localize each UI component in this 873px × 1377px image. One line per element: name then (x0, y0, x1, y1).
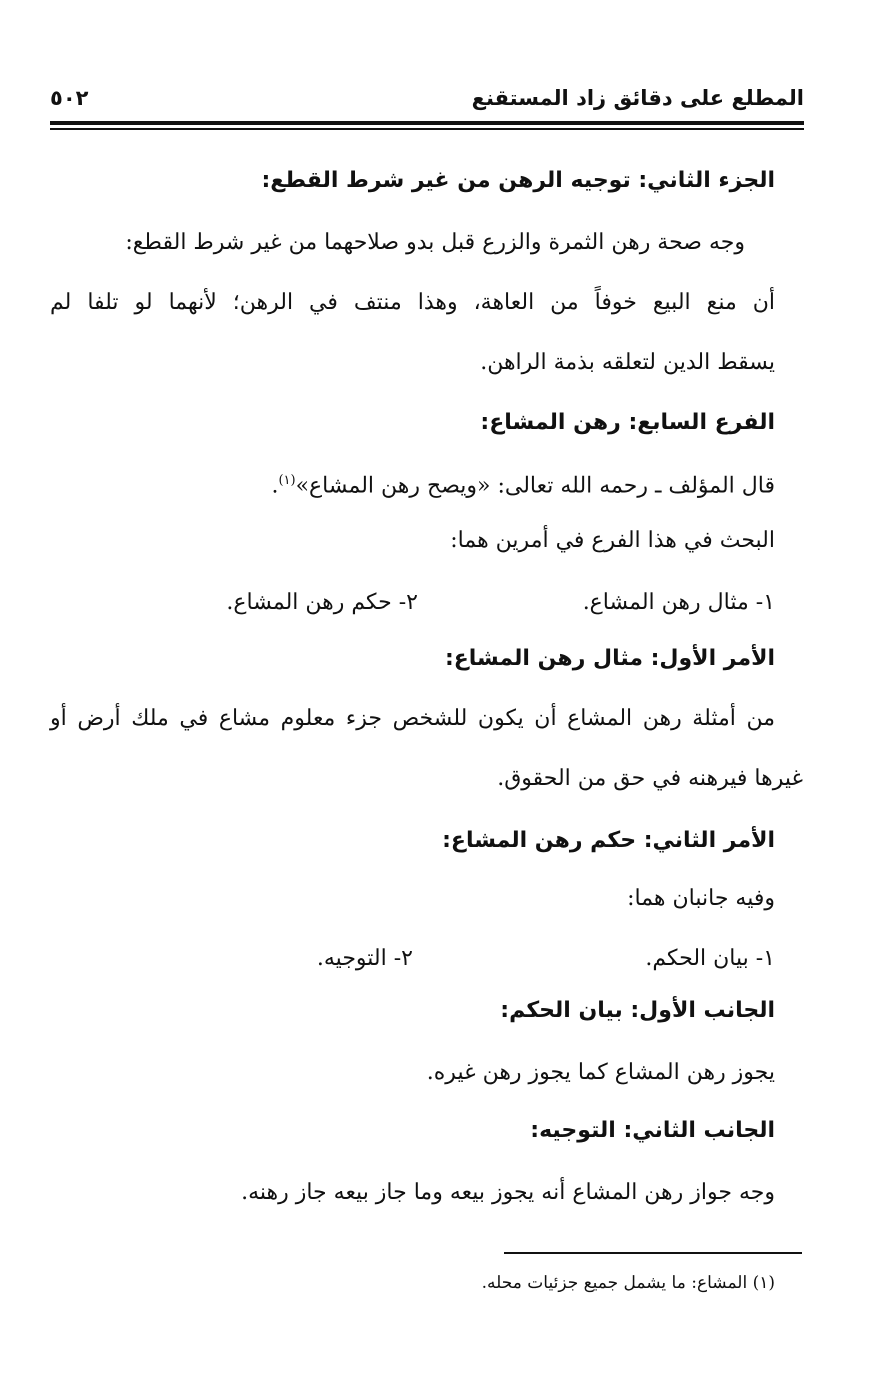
list-item: ٢- حكم رهن المشاع. (226, 590, 418, 615)
quote-text: قال المؤلف ـ رحمه الله تعالى: «ويصح رهن المشاع» (295, 473, 775, 499)
header-rule-thick (50, 121, 804, 125)
sides-intro: وفيه جانبان هما: (627, 886, 775, 911)
paragraph-line: يسقط الدين لتعلقه بذمة الراهن. (480, 350, 775, 375)
page-number: ٥٠٢ (50, 86, 89, 110)
justification-text: وجه جواز رهن المشاع أنه يجوز بيعه وما جاز بيعه جاز رهنه. (241, 1180, 775, 1205)
paragraph-line: وجه صحة رهن الثمرة والزرع قبل بدو صلاحهما من غير شرط القطع: (125, 230, 745, 255)
heading-side-one: الجانب الأول: بيان الحكم: (500, 998, 775, 1023)
author-quote (271, 466, 775, 501)
list-item: ١- بيان الحكم. (645, 946, 775, 971)
heading-matter-one: الأمر الأول: مثال رهن المشاع: (444, 646, 775, 671)
footnote-separator (504, 1252, 802, 1254)
research-intro: البحث في هذا الفرع في أمرين هما: (450, 528, 775, 553)
heading-part-two: الجزء الثاني: توجيه الرهن من غير شرط القطع: (261, 168, 775, 193)
running-title: المطلع على دقائق زاد المستقنع (471, 86, 804, 110)
paragraph-line: أن منع البيع خوفاً من العاهة، وهذا منتف في الرهن؛ لأنهما لو تلفا لم (50, 290, 775, 315)
footnote-ref[interactable]: (١) (278, 473, 296, 488)
quote-end: . (271, 473, 279, 499)
list-item: ٢- التوجيه. (316, 946, 413, 971)
list-item: ١- مثال رهن المشاع. (582, 590, 775, 615)
paragraph-line: من أمثلة رهن المشاع أن يكون للشخص جزء معلوم مشاع في ملك أرض أو (50, 706, 775, 731)
footnote: (١) المشاع: ما يشمل جميع جزئيات محله. (481, 1273, 775, 1293)
page-header (50, 80, 804, 120)
heading-branch-seven (480, 408, 775, 438)
heading-matter-two: الأمر الثاني: حكم رهن المشاع: (442, 828, 775, 853)
header-rule-thin (50, 128, 804, 130)
paragraph-line: غيرها فيرهنه في حق من الحقوق. (497, 766, 803, 791)
heading-side-two: الجانب الثاني: التوجيه: (530, 1118, 775, 1143)
heading-text: الفرع السابع: رهن المشاع: (480, 410, 775, 435)
ruling-text: يجوز رهن المشاع كما يجوز رهن غيره. (426, 1060, 775, 1085)
